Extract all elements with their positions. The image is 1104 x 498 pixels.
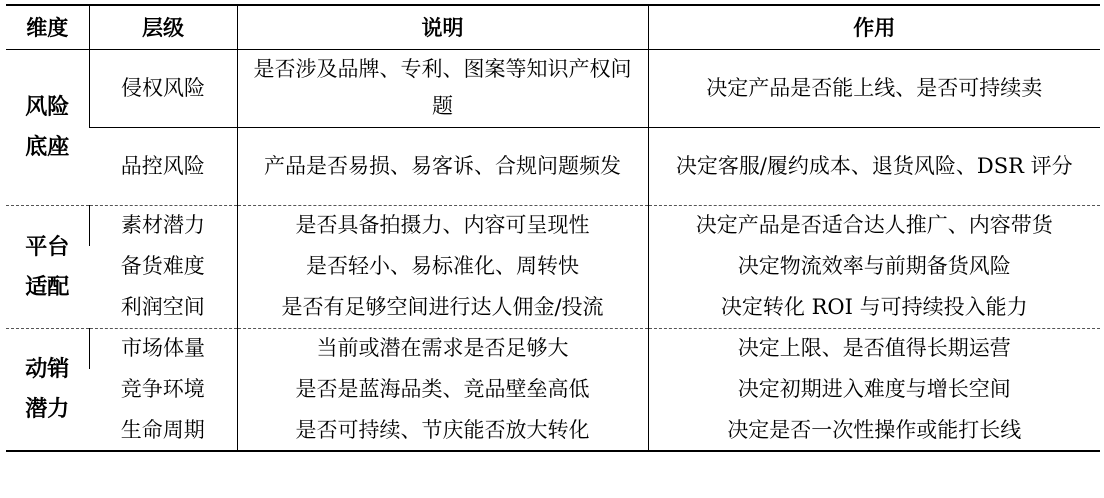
description-text: 产品是否易损、易客诉、合规问题频发 [264, 153, 621, 178]
level-cell: 侵权风险 [89, 49, 237, 127]
dimension-platform [6, 205, 89, 328]
dimension-label: 动销潜力 [25, 356, 70, 423]
table-row [6, 49, 1100, 127]
level-cell: 利润空间 [120, 294, 205, 319]
table-row [6, 205, 1100, 246]
dimension-label: 风险底座 [25, 94, 70, 160]
table-row [6, 410, 1100, 451]
description-cell: 是否轻小、易标准化、周转快 [237, 246, 648, 287]
table-header-row [6, 5, 1100, 49]
header-effect: 作用 [648, 5, 1100, 49]
level-cell: 备货难度 [120, 254, 205, 278]
table-row [6, 328, 1100, 369]
level-cell: 竞争环境 [120, 377, 205, 401]
description-cell [237, 127, 648, 205]
level-cell: 生命周期 [89, 410, 237, 451]
effect-cell: 决定初期进入难度与增长空间 [648, 369, 1100, 410]
description-cell: 是否有足够空间进行达人佣金/投流 [237, 287, 648, 328]
evaluation-table [6, 4, 1100, 452]
level-cell: 素材潜力 [89, 205, 237, 246]
table-row [6, 246, 1100, 287]
dimension-label: 平台适配 [25, 233, 70, 300]
effect-cell: 决定物流效率与前期备货风险 [648, 246, 1100, 287]
dimension-sales [6, 328, 89, 451]
header-dimension: 维度 [6, 5, 89, 49]
effect-cell: 决定是否一次性操作或能打长线 [648, 410, 1100, 451]
effect-cell: 决定转化 ROI 与可持续投入能力 [648, 287, 1100, 328]
header-level: 层级 [89, 5, 237, 49]
level-cell: 市场体量 [89, 328, 237, 369]
description-cell: 是否可持续、节庆能否放大转化 [237, 410, 648, 451]
header-description: 说明 [237, 5, 648, 49]
dimension-risk [6, 49, 89, 205]
description-cell: 当前或潜在需求是否足够大 [237, 328, 648, 369]
description-cell: 是否具备拍摄力、内容可呈现性 [237, 205, 648, 246]
effect-cell: 决定上限、是否值得长期运营 [648, 328, 1100, 369]
description-cell [237, 49, 648, 127]
table-row [6, 287, 1100, 328]
table-row [6, 369, 1100, 410]
description-text: 是否涉及品牌、专利、图案等知识产权问题 [253, 57, 632, 118]
effect-cell [648, 127, 1100, 205]
table-row [6, 127, 1100, 205]
level-cell: 品控风险 [89, 127, 237, 205]
description-cell: 是否是蓝海品类、竞品壁垒高低 [237, 369, 648, 410]
effect-text: 决定客服/履约成本、退货风险、DSR 评分 [675, 153, 1073, 178]
effect-cell: 决定产品是否能上线、是否可持续卖 [648, 49, 1100, 127]
effect-cell: 决定产品是否适合达人推广、内容带货 [648, 205, 1100, 246]
